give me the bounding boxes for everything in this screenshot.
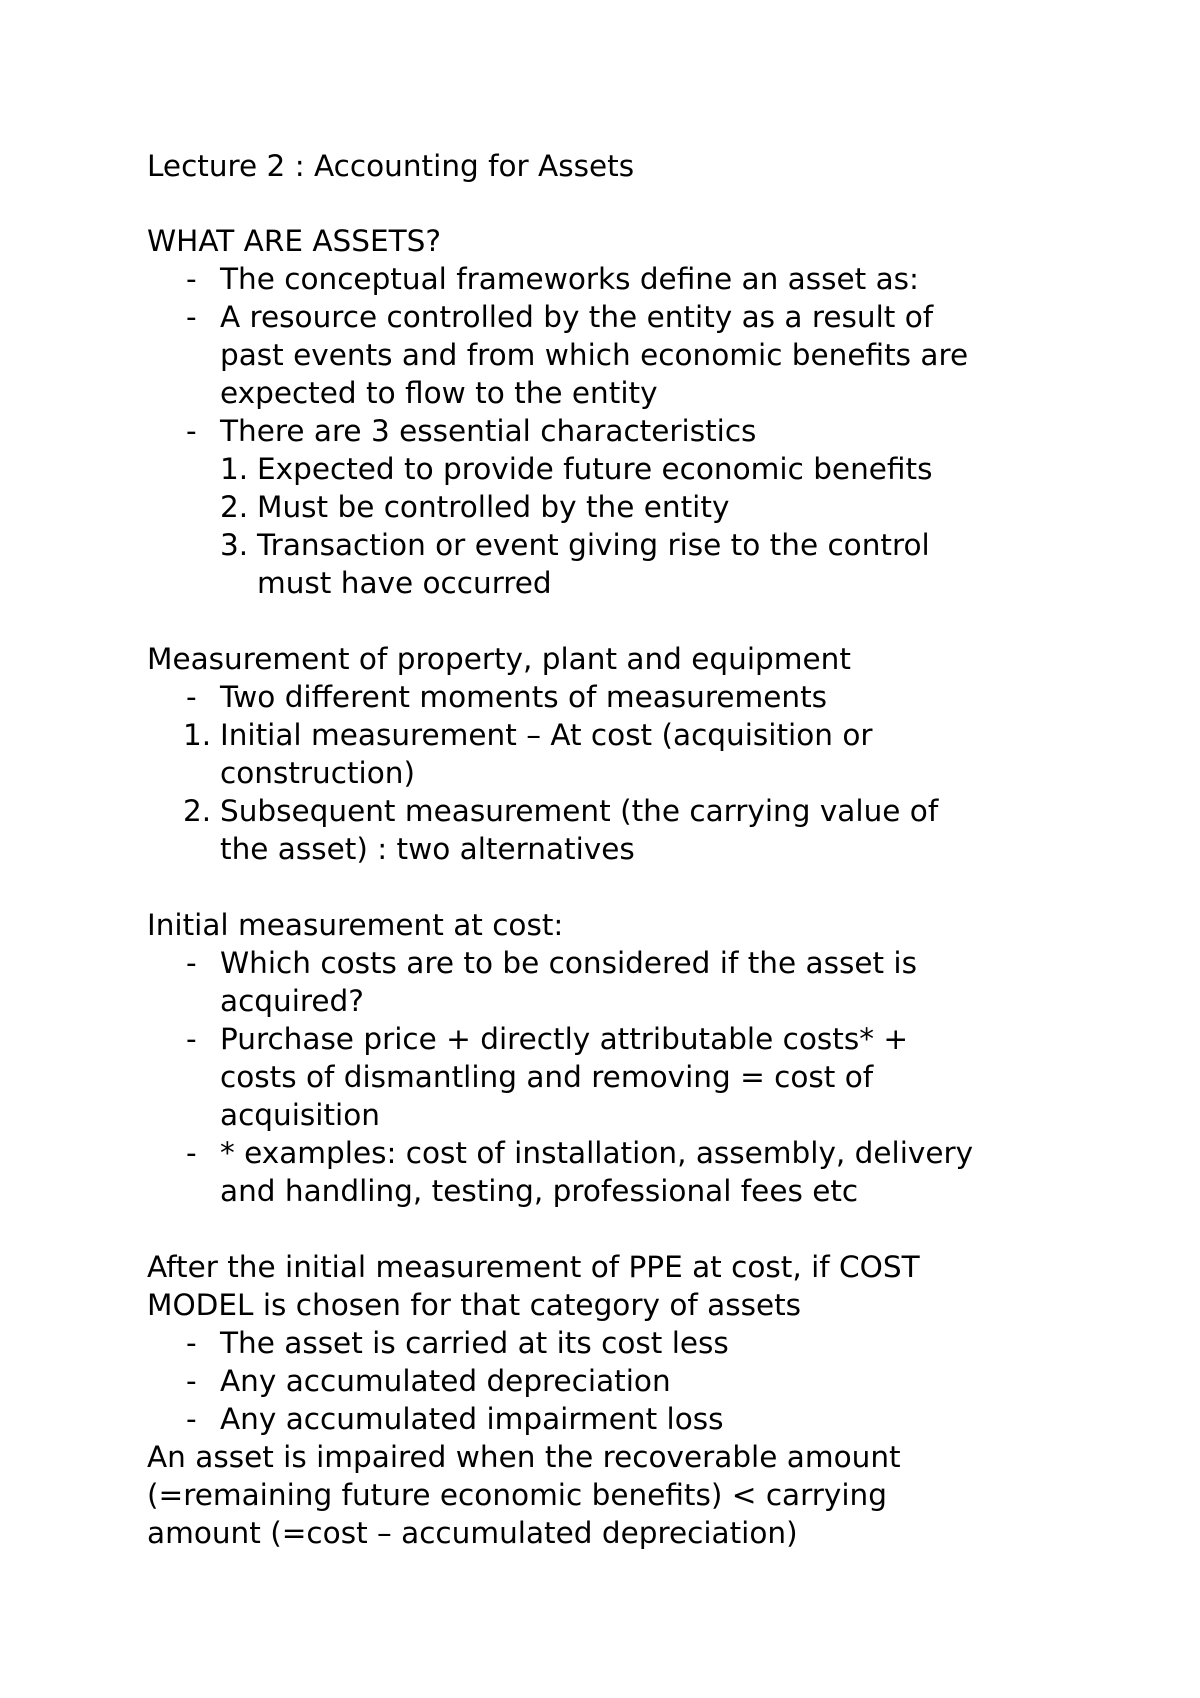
bullet-text-continued: acquisition (220, 1098, 380, 1132)
bullet-text: The asset is carried at its cost less (220, 1326, 729, 1360)
list-item-text-continued: the asset) : two alternatives (220, 832, 635, 866)
bullet-dash: - (186, 1364, 197, 1398)
list-item-text: Expected to provide future economic benefits (257, 452, 933, 486)
bullet-dash: - (186, 1402, 197, 1436)
list-number: 1. (183, 718, 212, 752)
bullet-dash: - (186, 414, 197, 448)
bullet-dash: - (186, 1326, 197, 1360)
bullet-text: * examples: cost of installation, assembly, delivery (220, 1136, 974, 1170)
bullet-dash: - (186, 300, 197, 334)
bullet-text: The conceptual frameworks define an asset as: (220, 262, 919, 296)
section-heading-initial-measurement: Initial measurement at cost: (147, 908, 564, 942)
bullet-dash: - (186, 1136, 197, 1170)
bullet-dash: - (186, 1022, 197, 1056)
bullet-text-continued: and handling, testing, professional fees etc (220, 1174, 859, 1208)
bullet-text: Two different moments of measurements (220, 680, 828, 714)
list-item-text: Must be controlled by the entity (257, 490, 730, 524)
paragraph-cost-model: After the initial measurement of PPE at cost, if COST (147, 1250, 920, 1284)
paragraph-impairment-continued: (=remaining future economic benefits) < carrying (147, 1478, 887, 1512)
bullet-dash: - (186, 680, 197, 714)
list-number: 2. (220, 490, 249, 524)
paragraph-impairment-continued: amount (=cost – accumulated depreciation) (147, 1516, 798, 1550)
bullet-text-continued: acquired? (220, 984, 364, 1018)
list-item-text: Transaction or event giving rise to the control (257, 528, 930, 562)
bullet-dash: - (186, 946, 197, 980)
section-heading-measurement-ppe: Measurement of property, plant and equipment (147, 642, 851, 676)
document-title: Lecture 2 : Accounting for Assets (147, 149, 635, 183)
list-number: 3. (220, 528, 249, 562)
bullet-text: A resource controlled by the entity as a result of (220, 300, 934, 334)
bullet-text-continued: expected to flow to the entity (220, 376, 658, 410)
bullet-dash: - (186, 262, 197, 296)
list-number: 1. (220, 452, 249, 486)
section-heading-what-are-assets: WHAT ARE ASSETS? (147, 224, 442, 258)
paragraph-cost-model-continued: MODEL is chosen for that category of assets (147, 1288, 802, 1322)
paragraph-impairment: An asset is impaired when the recoverable amount (147, 1440, 901, 1474)
bullet-text: Which costs are to be considered if the asset is (220, 946, 917, 980)
bullet-text-continued: past events and from which economic benefits are (220, 338, 969, 372)
bullet-text-continued: costs of dismantling and removing = cost of (220, 1060, 874, 1094)
list-item-text-continued: construction) (220, 756, 415, 790)
bullet-text: There are 3 essential characteristics (220, 414, 757, 448)
bullet-text: Any accumulated impairment loss (220, 1402, 724, 1436)
bullet-text: Purchase price + directly attributable costs* + (220, 1022, 909, 1056)
list-item-text: Initial measurement – At cost (acquisition or (220, 718, 873, 752)
list-number: 2. (183, 794, 212, 828)
list-item-text: Subsequent measurement (the carrying value of (220, 794, 939, 828)
bullet-text: Any accumulated depreciation (220, 1364, 671, 1398)
list-item-text-continued: must have occurred (257, 566, 552, 600)
